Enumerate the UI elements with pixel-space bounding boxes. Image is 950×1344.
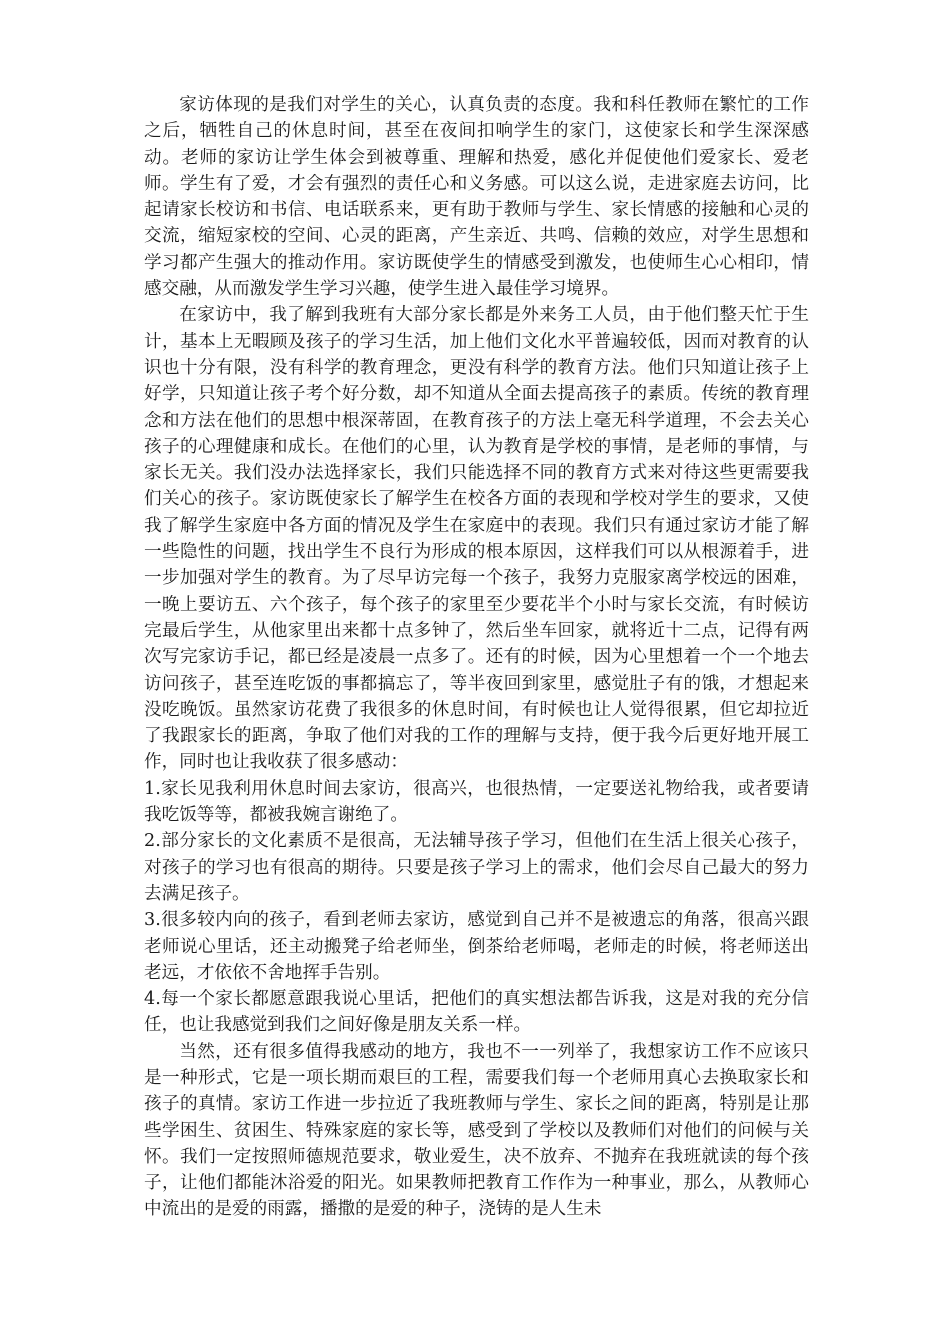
list-item: 2.部分家长的文化素质不是很高，无法辅导孩子学习，但他们在生活上很关心孩子，对孩子的学习也有很高的期待。只要是孩子学习上的需求，他们会尽自己最大的努力去满足孩子。 bbox=[144, 831, 809, 904]
paragraph-home-visit-experience: 在家访中，我了解到我班有大部分家长都是外来务工人员，由于他们整天忙于生计，基本上无暇顾及孩子的学习生活，加上他们文化水平普遍较低，因而对教育的认识也十分有限，没有科学的教育理念，更没有科学的教育方法。他们只知道让孩子上好学，只知道让孩子考个好分数，却不知道从全面去提高孩子的素质。传统的教育理念和方法在他们的思想中根深蒂固，在教育孩子的方法上毫无科学道理，不会去关心孩子的心理健康和成长。在他们的心里，认为教育是学校的事情，是老师的事情，与家长无关。我们没办法选择家长，我们只能选择不同的教育方式来对待这些更需要我们关心的孩子。家访既使家长了解学生在校各方面的表现和学校对学生的要求，又使我了解学生家庭中各方面的情况及学生在家庭中的表现。我们只有通过家访才能了解一些隐性的问题，找出学生不良行为形成的根本原因，这样我们可以从根源着手，进一步加强对学生的教育。为了尽早访完每一个孩子，我努力克服家离学校远的困难，一晚上要访五、六个孩子，每个孩子的家里至少要花半个小时与家长交流，有时候访完最后学生，从他家里出来都十点多钟了，然后坐车回家，就将近十二点，记得有两次写完家访手记，都已经是凌晨一点多了。还有的时候，因为心里想着一个一个地去访问孩子，甚至连吃饭的事都搞忘了，等半夜回到家里，感觉肚子有的饿，才想起来没吃晚饭。虽然家访花费了我很多的休息时间，有时候也让人觉得很累，但它却拉近了我跟家长的距离，争取了他们对我的工作的理解与支持，便于我今后更好地开展工作，同时也让我收获了很多感动： bbox=[144, 305, 809, 773]
document-body bbox=[144, 92, 809, 1223]
paragraph-home-visit-significance: 家访体现的是我们对学生的关心，认真负责的态度。我和科任教师在繁忙的工作之后，牺牲自己的休息时间，甚至在夜间扣响学生的家门，这使家长和学生深深感动。老师的家访让学生体会到被尊重、理解和热爱，感化并促使他们爱家长、爱老师。学生有了爱，才会有强烈的责任心和义务感。可以这么说，走进家庭去访问，比起请家长校访和书信、电话联系来，更有助于教师与学生、家长情感的接触和心灵的交流，缩短家校的空间、心灵的距离，产生亲近、共鸣、信赖的效应，对学生思想和学习都产生强大的推动作用。家访既使学生的情感受到激发，也使师生心心相印，情感交融，从而激发学生学习兴趣，使学生进入最佳学习境界。 bbox=[144, 95, 809, 300]
list-item: 4.每一个家长都愿意跟我说心里话，把他们的真实想法都告诉我，这是对我的充分信任，也让我感觉到我们之间好像是朋友关系一样。 bbox=[144, 989, 809, 1036]
list-item: 3.很多较内向的孩子，看到老师去家访，感觉到自己并不是被遗忘的角落，很高兴跟老师说心里话，还主动搬凳子给老师坐，倒茶给老师喝，老师走的时候，将老师送出老远，才依依不舍地挥手告别。 bbox=[144, 910, 809, 983]
paragraph-closing: 当然，还有很多值得我感动的地方，我也不一一列举了，我想家访工作不应该只是一种形式，它是一项长期而艰巨的工程，需要我们每一个老师用真心去换取家长和孩子的真情。家访工作进一步拉近了我班教师与学生、家长之间的距离，特别是让那些学困生、贫困生、特殊家庭的家长等，感受到了学校以及教师们对他们的问候与关怀。我们一定按照师德规范要求，敬业爱生，决不放弃、不抛弃在我班就读的每个孩子，让他们都能沐浴爱的阳光。如果教师把教育工作作为一种事业，那么，从教师心中流出的是爱的雨露，播撒的是爱的种子，浇铸的是人生未 bbox=[144, 1041, 809, 1220]
list-item: 1.家长见我利用休息时间去家访，很高兴，也很热情，一定要送礼物给我，或者要请我吃饭等等，都被我婉言谢绝了。 bbox=[144, 778, 809, 826]
